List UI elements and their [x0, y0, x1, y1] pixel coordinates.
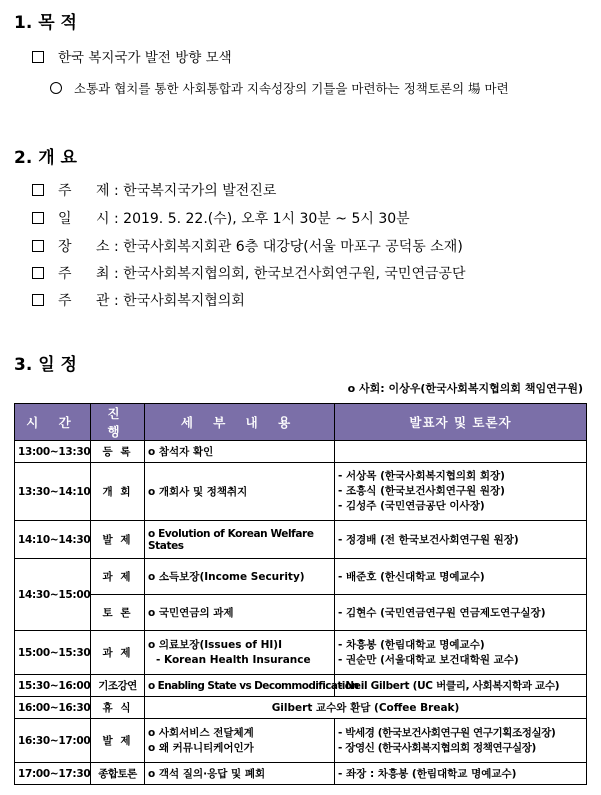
table-row: 15:00~15:30 과 제 o 의료보장(Issues of HI)I - Korean Health Insurance - 차흥봉 (한림대학교 명예교수) - 권순만 (서울대학교 보건대학원 교수)	[15, 631, 587, 675]
square-bullet-icon	[32, 184, 44, 196]
overview-row-host: 주 최 : 한국사회복지협의회, 한국보건사회연구원, 국민연금공단	[32, 263, 466, 283]
header-time: 시 간	[15, 404, 91, 441]
table-row: 17:00~17:30 종합토론 o 객석 질의·응답 및 폐회 - 좌장 : 차흥봉 (한림대학교 명예교수)	[15, 763, 587, 785]
table-row: 14:30~15:00 과 제 o 소득보장(Income Security) - 배준호 (한신대학교 명예교수)	[15, 559, 587, 595]
section-3-title: 3. 일 정	[14, 355, 77, 375]
overview-row-venue: 장 소 : 한국사회복지회관 6층 대강당(서울 마포구 공덕동 소재)	[32, 236, 463, 256]
purpose-item: 한국 복지국가 발전 방향 모색	[32, 46, 232, 66]
table-row: 15:30~16:00 기조강연 o Enabling State vs Decommodification - Neil Gilbert (UC 버클리, 사회복지학과 교수)	[15, 675, 587, 697]
table-row: 16:00~16:30 휴 식 Gilbert 교수와 환담 (Coffee Break)	[15, 697, 587, 719]
square-bullet-icon	[32, 51, 44, 63]
square-bullet-icon	[32, 267, 44, 279]
purpose-subitem: 소통과 협치를 통한 사회통합과 지속성장의 기틀을 마련하는 정책토론의 場 마련	[50, 79, 509, 97]
schedule-table	[14, 403, 587, 785]
square-bullet-icon	[32, 240, 44, 252]
section-1-title: 1. 목 적	[14, 13, 77, 33]
section-2-title: 2. 개 요	[14, 148, 77, 168]
table-row: 13:30~14:10 개 회 o 개회사 및 정책취지 - 서상목 (한국사회복지협의회 회장) - 조흥식 (한국보건사회연구원 원장) - 김성주 (국민연금공단 이사장)	[15, 463, 587, 521]
table-header-row	[15, 404, 587, 441]
header-people: 발표자 및 토론자	[335, 404, 587, 441]
circle-bullet-icon	[50, 82, 62, 94]
overview-row-organizer: 주 관 : 한국사회복지협의회	[32, 290, 245, 310]
table-row: 토 론 o 국민연금의 과제 - 김현수 (국민연금연구원 연금제도연구실장)	[15, 595, 587, 631]
square-bullet-icon	[32, 294, 44, 306]
overview-row-date: 일 시 : 2019. 5. 22.(수), 오후 1시 30분 ~ 5시 30분	[32, 208, 410, 228]
table-row: 16:30~17:00 발 제 o 사회서비스 전달체계 o 왜 커뮤니티케어인가 - 박세경 (한국보건사회연구원 연구기획조정실장) - 장영신 (한국사회복지협의회 정책연구실장)	[15, 719, 587, 763]
overview-row-theme: 주 제 : 한국복지국가의 발전진로	[32, 180, 276, 200]
table-row: 14:10~14:30 발 제 o Evolution of Korean Welfare States - 정경배 (전 한국보건사회연구원 원장)	[15, 521, 587, 559]
square-bullet-icon	[32, 212, 44, 224]
table-row: 13:00~13:30 등 록 o 참석자 확인	[15, 441, 587, 463]
header-program: 진 행	[91, 404, 145, 441]
header-detail: 세 부 내 용	[145, 404, 335, 441]
moderator-note: o 사회: 이상우(한국사회복지협의회 책임연구원)	[347, 382, 583, 395]
